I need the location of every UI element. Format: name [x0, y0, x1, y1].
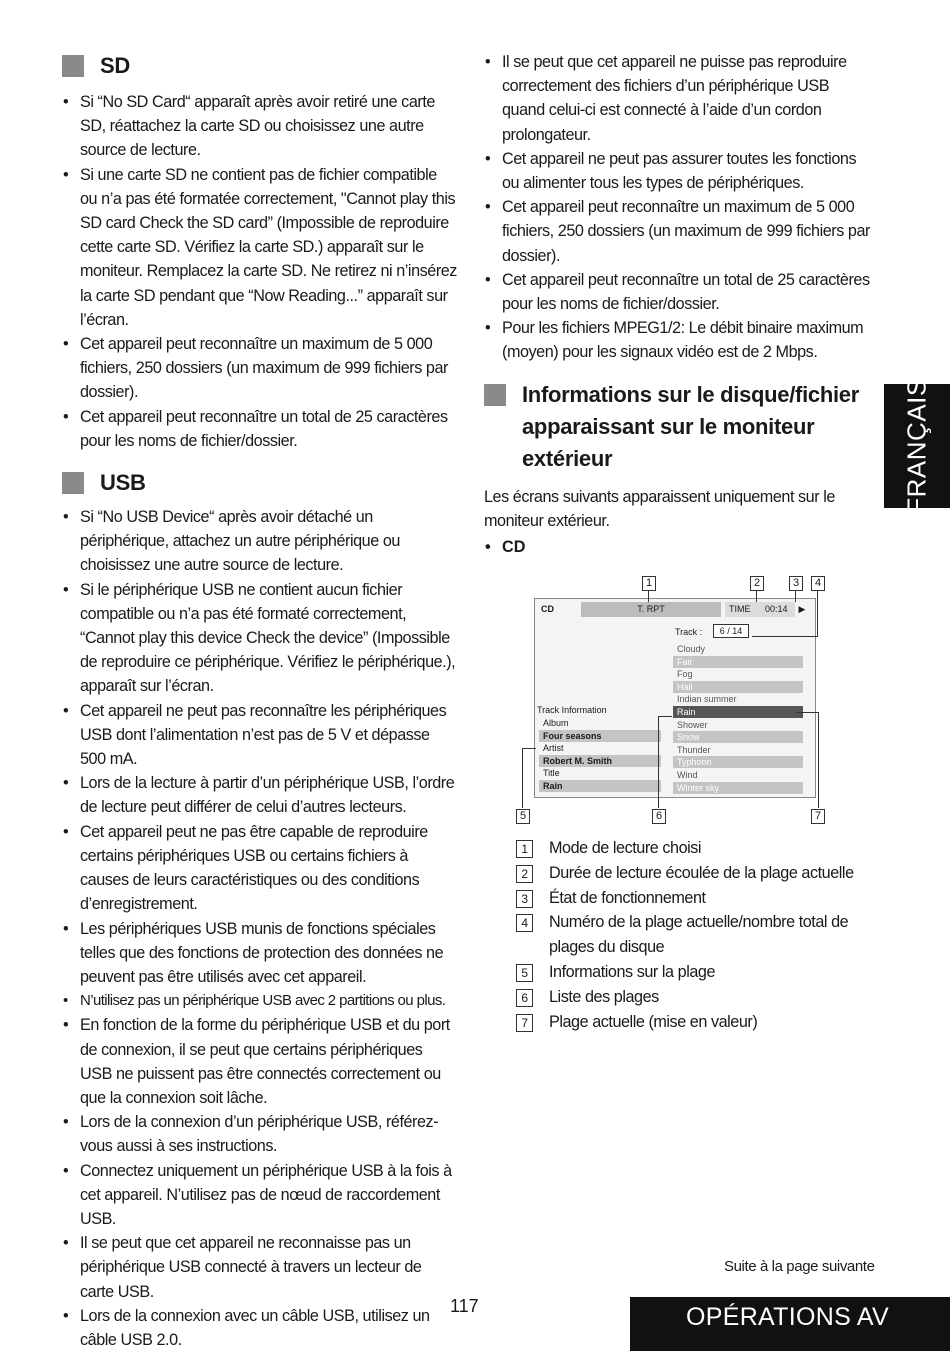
- usb-section: [62, 467, 457, 1352]
- callout-3: 3: [789, 576, 803, 591]
- legend-text: Plage actuelle (mise en valeur): [549, 1012, 758, 1031]
- legend-number: 5: [516, 964, 533, 982]
- legend-item: [516, 910, 876, 960]
- legend-text: État de fonctionnement: [549, 888, 706, 907]
- usb-bullet: • Si le périphérique USB ne contient aucun fichier compatible ou n’a pas été formaté correctement, “Cannot play this device Check the device” (Impossible de reproduire ce périphérique. Vérifiez le périphérique.), apparaît sur l’écran.: [62, 578, 457, 699]
- usb-bullet: • Pour les fichiers MPEG1/2: Le débit binaire maximum (moyen) pour les signaux vidéo est de 2 Mbps.: [484, 316, 874, 364]
- leader-line: [817, 590, 818, 636]
- legend-item: [516, 886, 876, 911]
- leader-line: [658, 716, 672, 717]
- usb-bullet: • Lors de la connexion d’un périphérique USB, référez-vous aussi à ses instructions.: [62, 1110, 457, 1158]
- callout-7: 7: [811, 809, 825, 824]
- callout-1: 1: [642, 576, 656, 591]
- sd-bullet: • Si “No SD Card“ apparaît après avoir retiré une carte SD, réattachez la carte SD ou choisissez une autre source de lecture.: [62, 90, 457, 163]
- legend-number: 6: [516, 989, 533, 1007]
- sd-bullet: • Cet appareil peut reconnaître un total de 25 caractères pour les noms de fichier/dossier.: [62, 405, 457, 453]
- legend-number: 4: [516, 914, 533, 932]
- section-footer: OPÉRATIONS AV: [630, 1297, 950, 1351]
- leader-line: [522, 748, 536, 749]
- legend-number: 7: [516, 1014, 533, 1032]
- leader-line: [648, 590, 649, 602]
- usb-bullet: • N’utilisez pas un périphérique USB avec 2 partitions ou plus.: [62, 989, 457, 1013]
- play-mode: T. RPT: [581, 602, 721, 617]
- info-intro: Les écrans suivants apparaissent uniquement sur le moniteur extérieur.: [484, 487, 835, 530]
- usb-bullet: • Les périphériques USB munis de fonctions spéciales telles que des fonctions de protection des données ne peuvent pas être utilisés avec cet appareil.: [62, 917, 457, 990]
- track-list-item[interactable]: Wind: [673, 769, 803, 781]
- track-info-row: Artist: [539, 742, 661, 754]
- callout-2: 2: [750, 576, 764, 591]
- continue-note: Suite à la page suivante: [724, 1258, 875, 1275]
- legend-item: [516, 836, 876, 861]
- legend-item: [516, 985, 876, 1010]
- track-list-item[interactable]: Typhoon: [673, 756, 803, 768]
- usb-bullet: • Il se peut que cet appareil ne reconnaisse pas un périphérique USB connecté à travers un lecteur de carte USB.: [62, 1231, 457, 1304]
- leader-line: [658, 716, 659, 808]
- language-tab: FRANÇAIS: [884, 384, 950, 508]
- sd-bullet-list: [62, 90, 457, 453]
- usb-bullet: • Cet appareil peut ne pas être capable de reproduire certains périphériques USB ou certains fichiers à causes de leurs caractéristiques ou des conditions d’enregistrement.: [62, 820, 457, 917]
- usb-bullet: • Lors de la lecture à partir d’un périphérique USB, l’ordre de lecture peut différer de celui d’autres lecteurs.: [62, 771, 457, 819]
- track-list-item[interactable]: Rain: [673, 706, 803, 718]
- time-label: TIME: [729, 604, 751, 614]
- track-info-row: Four seasons: [539, 730, 661, 742]
- callout-4: 4: [811, 576, 825, 591]
- left-column: [62, 50, 457, 1352]
- track-list-item[interactable]: Indian summer: [673, 693, 803, 705]
- heading-square-icon: [484, 384, 506, 406]
- monitor-screen-diagram: [514, 574, 828, 826]
- legend-text: Liste des plages: [549, 987, 659, 1006]
- heading-square-icon: [62, 55, 84, 77]
- leader-line: [818, 712, 819, 808]
- usb-bullet: • En fonction de la forme du périphérique USB et du port de connexion, il se peut que certains périphériques USB ne puissent pas être connectés correctement ou que la connexion soit lâche.: [62, 1013, 457, 1110]
- sd-bullet: • Cet appareil peut reconnaître un maximum de 5 000 fichiers, 250 dossiers (un maximum de 999 fichiers par dossier).: [62, 332, 457, 405]
- usb-bullet: • Il se peut que cet appareil ne puisse pas reproduire correctement des fichiers d’un périphérique USB quand celui-ci est connecté à l’aide d’un cordon prolongateur.: [484, 50, 874, 147]
- callout-5: 5: [516, 809, 530, 824]
- sd-heading: SD: [62, 50, 457, 82]
- legend-number: 1: [516, 840, 533, 858]
- usb-heading: USB: [62, 467, 457, 499]
- usb-bullet: • Si “No USB Device“ après avoir détaché un périphérique, attachez un autre périphérique ou choisissez une autre source de lecture.: [62, 505, 457, 578]
- leader-line: [752, 636, 818, 637]
- track-number: 6 / 14: [713, 624, 749, 638]
- callout-6: 6: [652, 809, 666, 824]
- track-list-item[interactable]: Winter sky: [673, 782, 803, 794]
- heading-square-icon: [62, 472, 84, 494]
- screen-topbar: [537, 602, 811, 617]
- usb-bullet: • Cet appareil ne peut pas reconnaître les périphériques USB dont l’alimentation n’est pas de 5 V et dépasse 500 mA.: [62, 699, 457, 772]
- legend-number: 2: [516, 865, 533, 883]
- time-display: [725, 602, 795, 617]
- usb-bullet: • Cet appareil peut reconnaître un maximum de 5 000 fichiers, 250 dossiers (un maximum de 999 fichiers par dossier).: [484, 195, 874, 268]
- sd-bullet: • Si une carte SD ne contient pas de fichier compatible ou n’a pas été formatée correctement, "Cannot play this SD card Check the SD card” (Impossible de reproduire cette carte SD. Vérifiez la carte SD.) apparaît sur le moniteur. Remplacez la carte SD. Ne retirez ni n’insérez la carte SD pendant que “Now Reading...” apparaît sur l’écran.: [62, 163, 457, 332]
- usb-bullet: • Connectez uniquement un périphérique USB à la fois à cet appareil. N’utilisez pas de nœud de raccordement USB.: [62, 1159, 457, 1232]
- callout-legend: [516, 836, 876, 1034]
- right-bullet-list: [484, 50, 874, 365]
- usb-bullet: • Cet appareil ne peut pas assurer toutes les fonctions ou alimenter tous les types de périphériques.: [484, 147, 874, 195]
- track-info-row: Album: [539, 717, 661, 729]
- legend-text: Mode de lecture choisi: [549, 839, 702, 857]
- track-list-item[interactable]: Hail: [673, 681, 803, 693]
- track-list-item[interactable]: Snow: [673, 731, 803, 743]
- track-info-row: Rain: [539, 780, 661, 792]
- leader-line: [795, 590, 796, 602]
- usb-bullet-list: [62, 505, 457, 1352]
- usb-bullet: • Lors de la connexion avec un câble USB, utilisez un câble USB 2.0.: [62, 1304, 457, 1352]
- legend-text: Informations sur la plage: [549, 962, 716, 981]
- track-info-row: Robert M. Smith: [539, 755, 661, 767]
- screen-frame: [534, 598, 816, 798]
- source-label: CD: [541, 604, 554, 614]
- time-value: 00:14: [765, 604, 788, 614]
- track-list-item[interactable]: Fog: [673, 668, 803, 680]
- info-section: [484, 379, 874, 559]
- page-number: 117: [450, 1296, 479, 1316]
- legend-item: [516, 1010, 876, 1035]
- sd-section: [62, 50, 457, 453]
- legend-number: 3: [516, 890, 533, 908]
- track-list-item[interactable]: Thunder: [673, 744, 803, 756]
- legend-item: [516, 861, 876, 886]
- play-icon: ▶: [798, 604, 806, 614]
- track-list-item[interactable]: Shower: [673, 719, 803, 731]
- track-list-item[interactable]: Cloudy: [673, 643, 803, 655]
- legend-text: Durée de lecture écoulée de la plage actuelle: [549, 863, 854, 882]
- legend-item: [516, 960, 876, 985]
- track-info-title: Track Information: [537, 705, 607, 715]
- leader-line: [756, 590, 757, 602]
- usb-bullet: • Cet appareil peut reconnaître un total de 25 caractères pour les noms de fichier/dossier.: [484, 268, 874, 316]
- leader-line: [796, 712, 818, 713]
- legend-text: Numéro de la plage actuelle/nombre total de plages du disque: [549, 913, 849, 957]
- leader-line: [522, 748, 523, 808]
- track-info-row: Title: [539, 767, 661, 779]
- right-column: [484, 50, 874, 559]
- info-heading: Informations sur le disque/fichier apparaissant sur le moniteur extérieur: [484, 379, 874, 475]
- track-list-item[interactable]: Fair: [673, 656, 803, 668]
- track-label: Track :: [675, 627, 703, 637]
- cd-label: • CD: [484, 535, 874, 559]
